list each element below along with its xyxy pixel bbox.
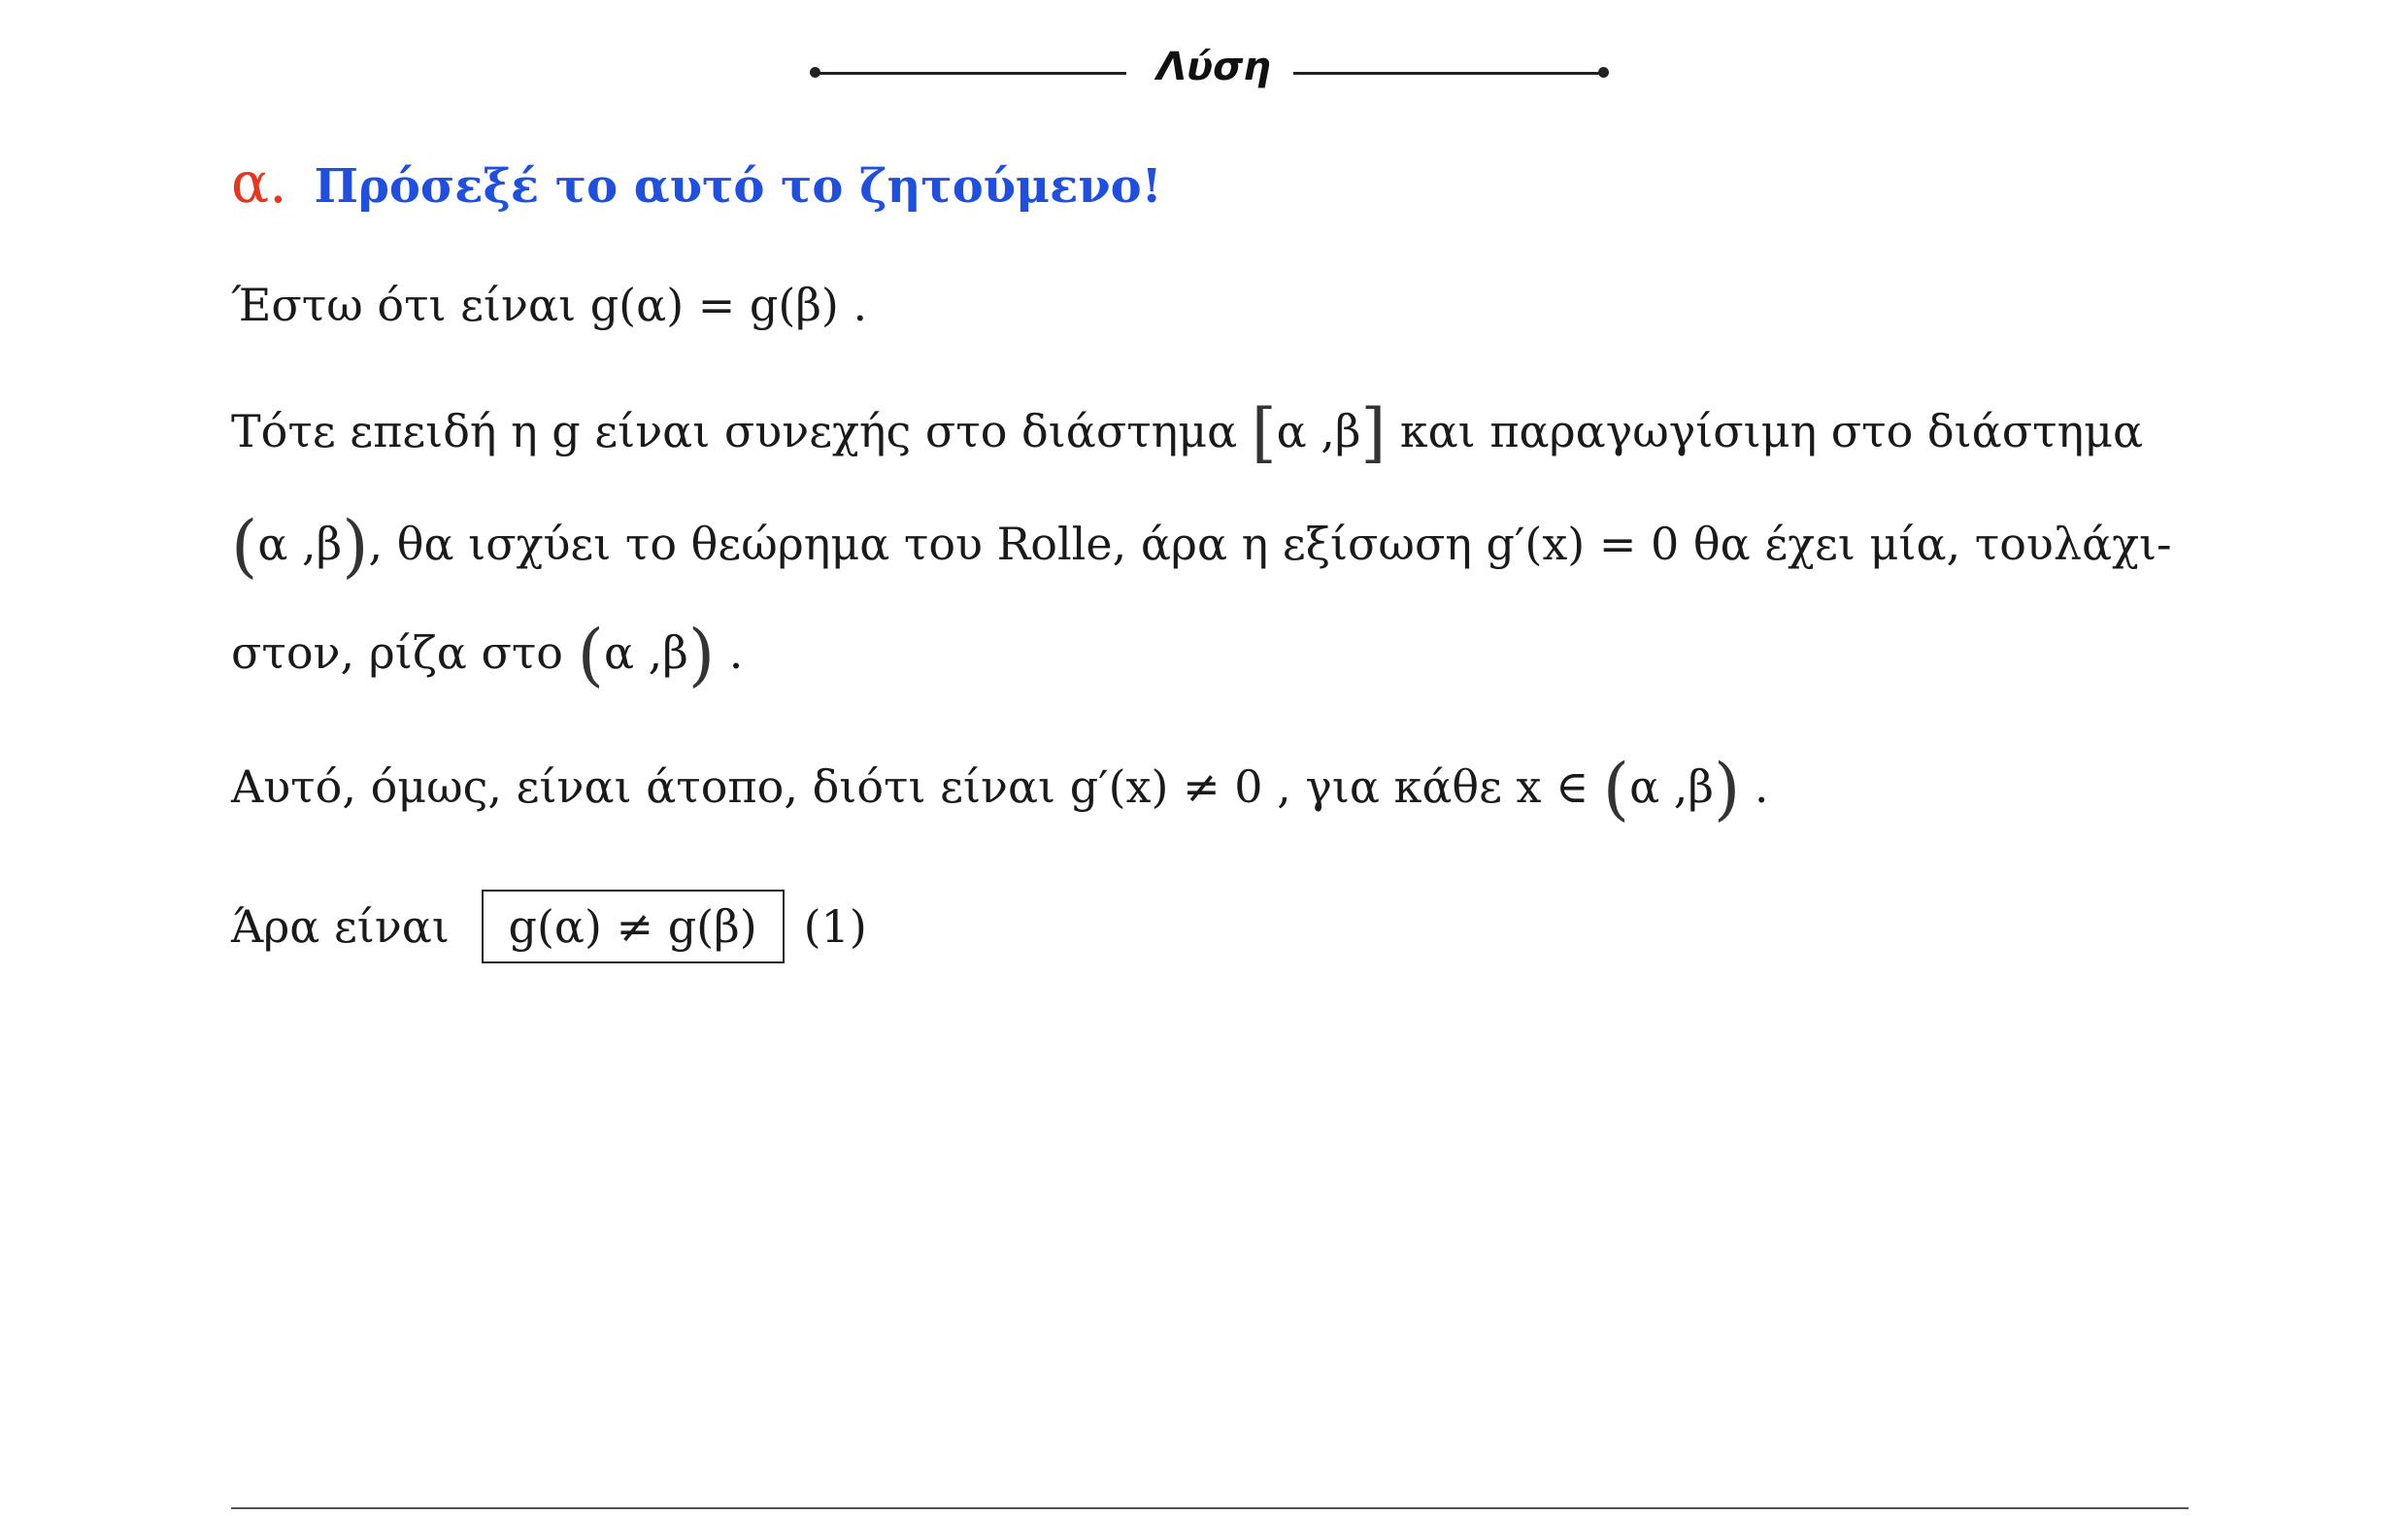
p2-text-a: Τότε επειδή η g είναι συνεχής στο διάστημα bbox=[231, 405, 1252, 457]
p2-interval: α ,β bbox=[1276, 405, 1361, 457]
boxed-result: g(α) ≠ g(β) bbox=[482, 890, 785, 963]
paren-left: ( bbox=[577, 615, 604, 694]
footer-rule bbox=[231, 1507, 2189, 1509]
paragraph-5 bbox=[231, 749, 1769, 828]
p1-end: . bbox=[838, 279, 868, 331]
bracket-left: [ bbox=[1251, 395, 1277, 470]
p5-math: g′(x) ≠ 0 bbox=[1069, 760, 1263, 813]
p3-interval: α ,β bbox=[257, 518, 343, 570]
p4-end: . bbox=[715, 626, 744, 679]
p6-text: Άρα είναι bbox=[231, 900, 464, 953]
paren-right: ) bbox=[1713, 749, 1741, 828]
paren-left: ( bbox=[1602, 749, 1630, 828]
section-label: α. bbox=[231, 150, 287, 216]
header-title: Λύση bbox=[1156, 45, 1271, 89]
paren-right: ) bbox=[342, 506, 369, 586]
header-dot-right bbox=[1598, 67, 1609, 78]
paragraph-1 bbox=[231, 276, 867, 334]
p5-end: . bbox=[1740, 760, 1769, 813]
p2-text-b: και παραγωγίσιμη στο διάστημα bbox=[1386, 405, 2144, 457]
section-title: Πρόσεξέ το αυτό το ζητούμενο! bbox=[314, 159, 1162, 214]
p5-text-a: Αυτό, όμως, είναι άτοπο, διότι είναι bbox=[231, 760, 1070, 813]
p1-math: g(α) = g(β) bbox=[589, 279, 839, 331]
p4-text: στον, ρίζα στο bbox=[231, 626, 578, 679]
p1-text: Έστω ότι είναι bbox=[231, 279, 590, 331]
p5-text-b: , για κάθε x ∈ bbox=[1262, 760, 1603, 813]
paren-right: ) bbox=[687, 615, 716, 694]
header-rule-right bbox=[1293, 72, 1604, 75]
paragraph-3 bbox=[231, 506, 2172, 586]
paren-left: ( bbox=[231, 506, 258, 586]
equation-ref: (1) bbox=[803, 900, 867, 953]
p3-text-a: , θα ισχύει το θεώρημα του Rolle, άρα η εξίσωση bbox=[368, 518, 1487, 570]
paragraph-2 bbox=[231, 395, 2144, 470]
section-heading bbox=[231, 150, 1162, 216]
p3-math: g′(x) = 0 bbox=[1486, 518, 1680, 570]
header-rule-left bbox=[816, 72, 1126, 75]
paragraph-4 bbox=[231, 615, 744, 694]
p3-text-b: θα έχει μία, τουλάχι- bbox=[1679, 518, 2172, 570]
p4-interval: α ,β bbox=[603, 626, 688, 679]
paragraph-6 bbox=[231, 890, 867, 963]
p5-interval: α ,β bbox=[1629, 760, 1714, 813]
solution-header bbox=[0, 45, 2408, 103]
bracket-right: ] bbox=[1360, 395, 1387, 470]
